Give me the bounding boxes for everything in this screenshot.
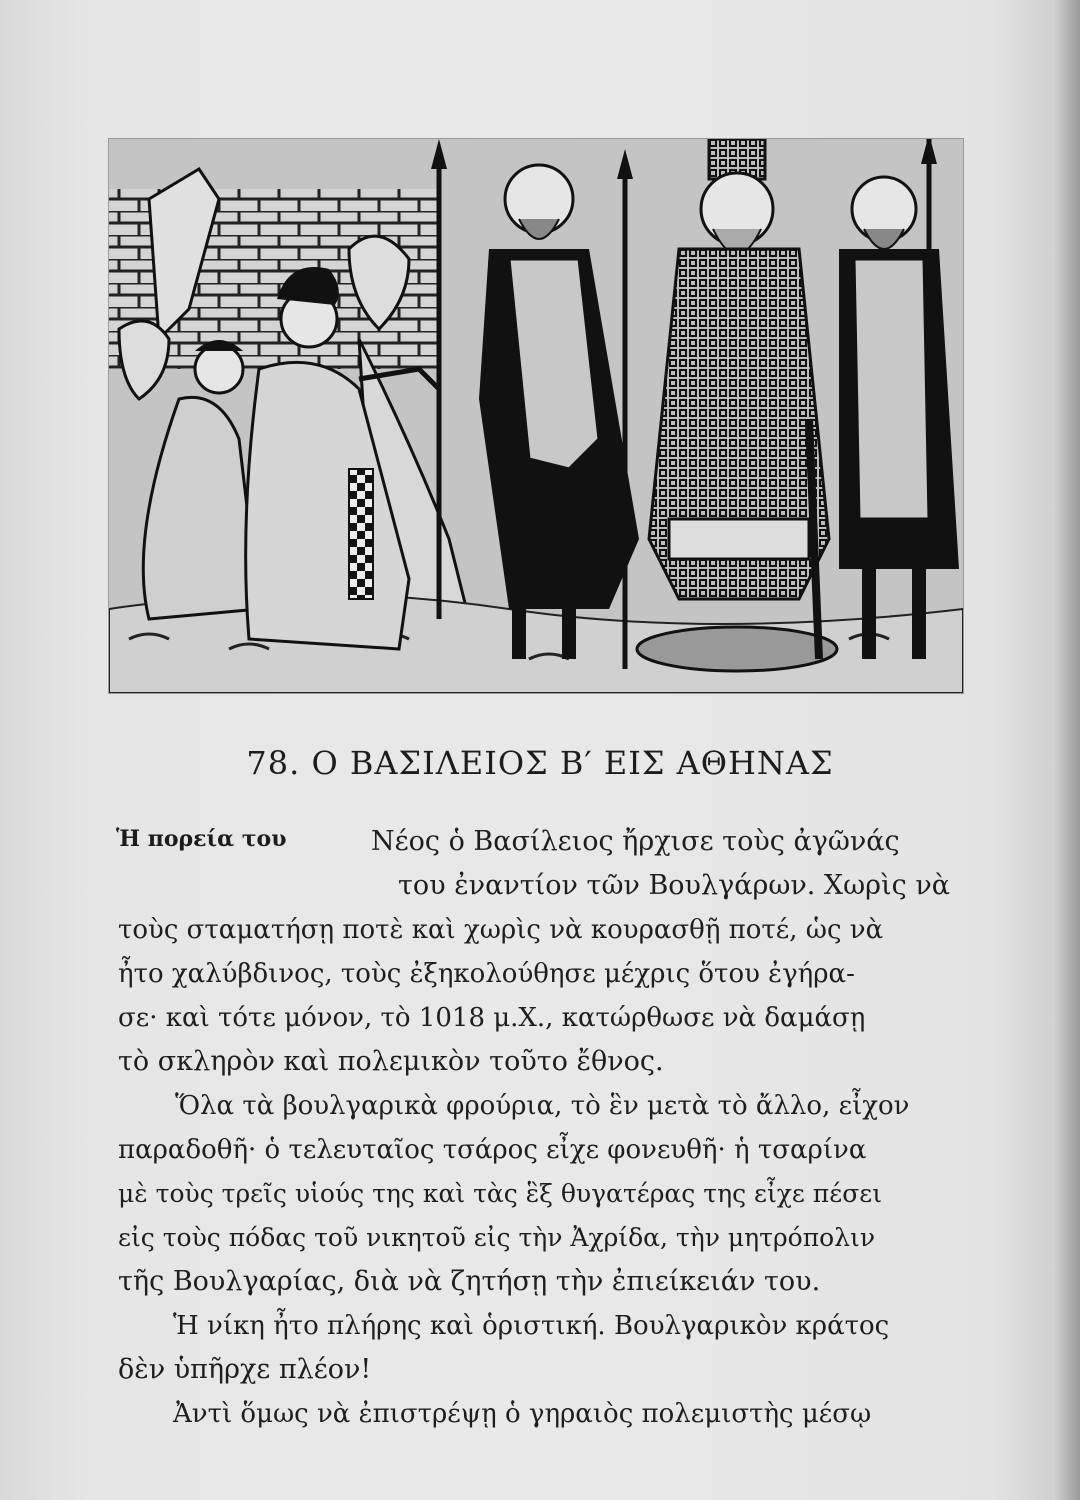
text-line: του ἐναντίον τῶν Βουλγάρων. Χωρὶς νὰ: [398, 870, 950, 901]
text-line: δὲν ὑπῆρχε πλέον!: [118, 1354, 372, 1385]
text-line: Ὅλα τὰ βουλγαρικὰ φρούρια, τὸ ἓν μετὰ τὸ ἄλλο, εἶχον: [175, 1091, 910, 1121]
text-line: εἰς τοὺς πόδας τοῦ νικητοῦ εἰς τὴν Ἀχρίδα, τὴν μητρόπολιν: [118, 1223, 876, 1252]
text-line: Ἀντὶ ὅμως νὰ ἐπιστρέψῃ ὁ γηραιὸς πολεμιστὴς μέσῳ: [173, 1399, 872, 1429]
text-line: Ἡ νίκη ἦτο πλήρης καὶ ὁριστική. Βουλγαρικὸν κράτος: [173, 1311, 890, 1341]
text-line: ἦτο χαλύβδινος, τοὺς ἐξηκολούθησε μέχρις ὅτου ἐγήρα-: [118, 959, 855, 989]
text-line: παραδοθῆ· ὁ τελευταῖος τσάρος εἶχε φονευθῆ· ἡ τσαρίνα: [118, 1135, 867, 1165]
chapter-title: 78. Ο ΒΑΣΙΛΕΙΟΣ Β′ ΕΙΣ ΑΘΗΝΑΣ: [246, 744, 834, 782]
margin-heading: Ἡ πορεία του: [116, 826, 287, 852]
text-line: Νέος ὁ Βασίλειος ἤρχισε τοὺς ἀγῶνάς: [371, 826, 900, 857]
text-line: τῆς Βουλγαρίας, διὰ νὰ ζητήσῃ τὴν ἐπιείκειάν του.: [118, 1266, 821, 1297]
text-line: τὸ σκληρὸν καὶ πολεμικὸν τοῦτο ἔθνος.: [118, 1046, 664, 1077]
text-line: μὲ τοὺς τρεῖς υἱούς της καὶ τὰς ἓξ θυγατέρας της εἶχε πέσει: [118, 1179, 883, 1208]
text-line: σε· καὶ τότε μόνον, τὸ 1018 μ.Χ., κατώρθωσε νὰ δαμάσῃ: [118, 1003, 866, 1033]
text-line: τοὺς σταματήσῃ ποτὲ καὶ χωρὶς νὰ κουρασθῇ ποτέ, ὡς νὰ: [118, 915, 884, 945]
woodcut-illustration: [108, 138, 964, 694]
